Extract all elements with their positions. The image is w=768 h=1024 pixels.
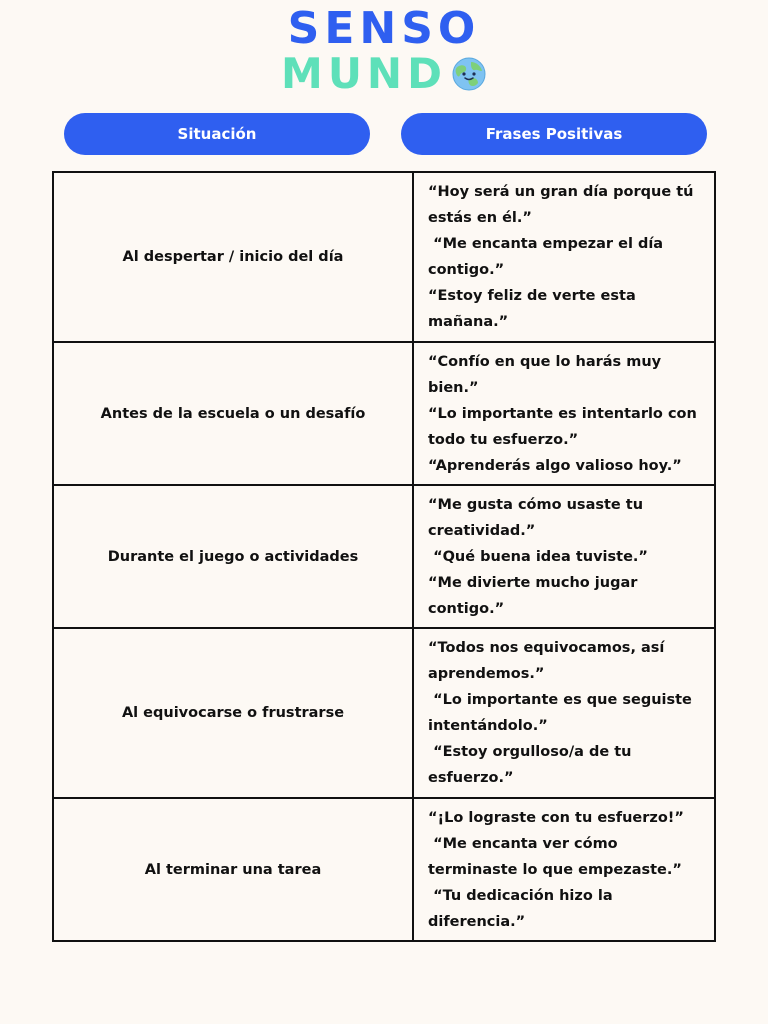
situation-cell: Al despertar / inicio del día xyxy=(53,172,413,342)
table-row xyxy=(53,628,715,798)
phrase: “Tu dedicación hizo la diferencia.” xyxy=(428,887,618,930)
phrases-cell xyxy=(413,342,715,485)
phrase: “Todos nos equivocamos, así aprendemos.” xyxy=(428,640,670,682)
phrase: “Me divierte mucho jugar contigo.” xyxy=(428,574,643,617)
table-row xyxy=(53,342,715,485)
situation-cell: Antes de la escuela o un desafío xyxy=(53,342,413,485)
phrase: “Me gusta cómo usaste tu creatividad.” xyxy=(428,496,649,539)
phrase: “Estoy orgulloso/a de tu esfuerzo.” xyxy=(428,744,637,786)
phrase: “Qué buena idea tuviste.” xyxy=(428,548,648,565)
situation-cell: Durante el juego o actividades xyxy=(53,485,413,628)
phrases-cell xyxy=(413,172,715,342)
phrases-table xyxy=(52,171,716,942)
table-row xyxy=(53,485,715,628)
logo-word-senso: SENSO xyxy=(287,3,481,54)
phrase: “Confío en que lo harás muy bien.” xyxy=(428,353,667,396)
situation-header: Situación xyxy=(64,113,370,155)
table-row xyxy=(53,172,715,342)
phrase: “Lo importante es que seguiste intentándolo.” xyxy=(428,692,697,734)
situation-cell: Al terminar una tarea xyxy=(53,798,413,941)
phrase: “Lo importante es intentarlo con todo tu esfuerzo.” xyxy=(428,405,702,448)
logo-word-mundo xyxy=(281,49,487,98)
phrase: “Me encanta empezar el día contigo.” xyxy=(428,236,669,278)
phrases-header: Frases Positivas xyxy=(401,113,707,155)
phrase: “Hoy será un gran día porque tú estás en él.” xyxy=(428,184,699,226)
logo-word-mund: MUND xyxy=(281,49,447,98)
phrases-cell xyxy=(413,485,715,628)
globe-icon xyxy=(451,56,487,92)
phrases-cell xyxy=(413,628,715,798)
table-row xyxy=(53,798,715,941)
brand-logo xyxy=(0,3,768,98)
phrases-cell xyxy=(413,798,715,941)
phrase: “Me encanta ver cómo terminaste lo que empezaste.” xyxy=(428,835,682,878)
phrase: “Estoy feliz de verte esta mañana.” xyxy=(428,288,641,330)
phrase: “Aprenderás algo valioso hoy.” xyxy=(428,457,682,474)
situation-cell: Al equivocarse o frustrarse xyxy=(53,628,413,798)
phrase: “¡Lo lograste con tu esfuerzo!” xyxy=(428,809,684,826)
